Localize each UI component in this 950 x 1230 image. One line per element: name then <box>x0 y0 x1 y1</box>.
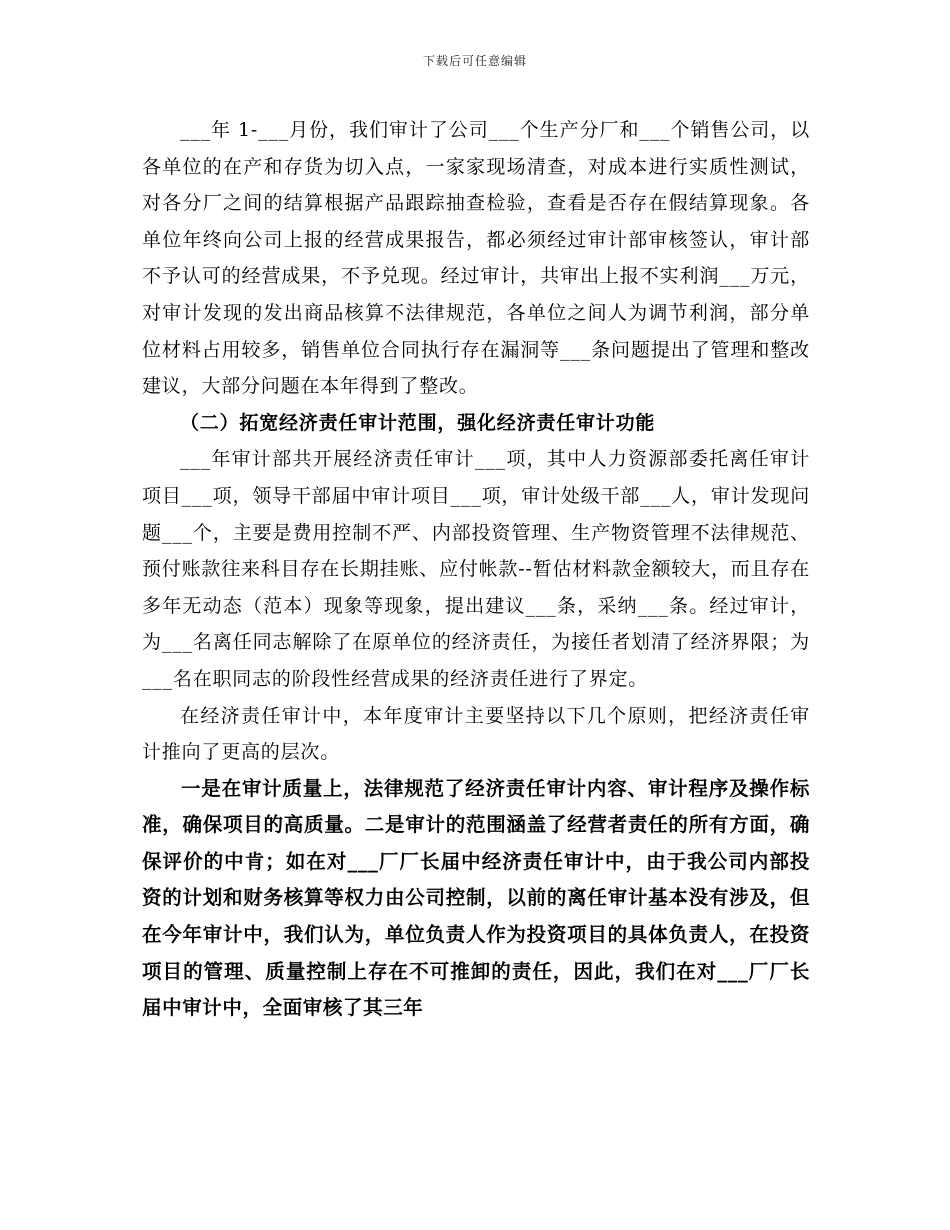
document-body <box>142 112 810 1027</box>
section-heading: （二）拓宽经济责任审计范围，强化经济责任审计功能 <box>180 411 656 434</box>
paragraph-economic-audit: ___年审计部共开展经济责任审计___项，其中人力资源部委托离任审计项目___项，领导干部届中审计项目___项，审计处级干部___人，审计发现问题___个，主要是费用控制不严、内部投资管理、生产物资管理不法律规范、预付账款往来科目存在长期挂账、应付帐款--暂估材料款金额较大，而且存在多年无动态（范本）现象等现象，提出建议___条，采纳___条。经过审计，为___名离任同志解除了在原单位的经济责任，为接任者划清了经济界限；为___名在职同志的阶段性经营成果的经济责任进行了界定。 <box>142 448 810 690</box>
paragraph-audit-summary: ___年 1-___月份，我们审计了公司___个生产分厂和___个销售公司，以各单位的在产和存货为切入点，一家家现场清查，对成本进行实质性测试，对各分厂之间的结算根据产品跟踪抽查检验，查看是否存在假结算现象。各单位年终向公司上报的经营成果报告，都必须经过审计部审核签认，审计部不予认可的经营成果，不予兑现。经过审计，共审出上报不实利润___万元，对审计发现的发出商品核算不法律规范，各单位之间人为调节利润，部分单位材料占用较多，销售单位合同执行存在漏洞等___条问题提出了管理和整改建议，大部分问题在本年得到了整改。 <box>142 119 810 398</box>
paragraph-principles-intro: 在经济责任审计中，本年度审计主要坚持以下几个原则，把经济责任审计推向了更高的层次。 <box>142 704 810 764</box>
paragraph-principles-detail: 一是在审计质量上，法律规范了经济责任审计内容、审计程序及操作标准，确保项目的高质量。二是审计的范围涵盖了经营者责任的所有方面，确保评价的中肯；如在对___厂厂长届中经济责任审计中，由于我公司内部投资的计划和财务核算等权力由公司控制，以前的离任审计基本没有涉及，但在今年审计中，我们认为，单位负责人作为投资项目的具体负责人，在投资项目的管理、质量控制上存在不可推卸的责任，因此，我们在对___厂厂长届中审计中，全面审核了其三年 <box>142 776 810 1020</box>
page-header: 下载后可任意编辑 <box>422 54 527 68</box>
